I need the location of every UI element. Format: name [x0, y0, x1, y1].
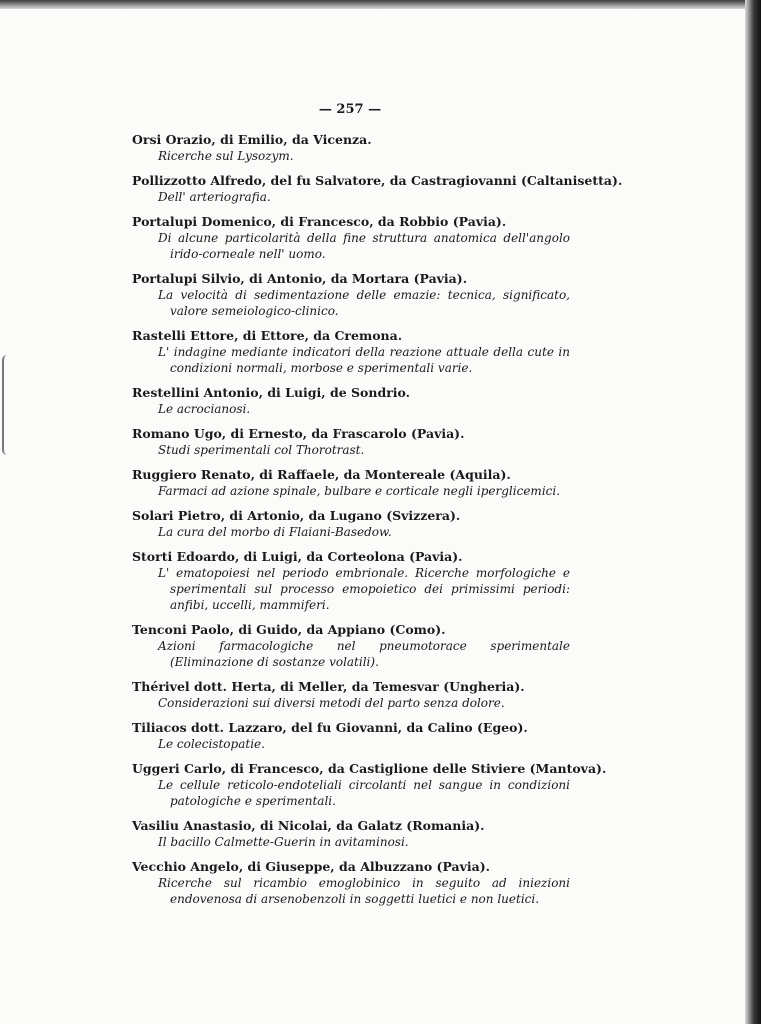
list-item: [132, 508, 570, 540]
entry-title: La velocità di sedimentazione delle emazie: tecnica, significato, valore semeiologico-clinico.: [158, 288, 570, 318]
entry-author: Pollizzotto Alfredo, del fu Salvatore, da Castragiovanni (Caltanisetta).: [132, 173, 623, 188]
entry-author: Portalupi Domenico, di Francesco, da Robbio (Pavia).: [132, 214, 507, 229]
list-item: [132, 859, 570, 907]
entry-title: Le cellule reticolo-endoteliali circolanti nel sangue in condizioni patologiche e sperimentali.: [158, 778, 570, 808]
entry-title: La cura del morbo di Flaiani-Basedow.: [158, 525, 392, 539]
list-item: [132, 132, 570, 164]
entry-author: Storti Edoardo, di Luigi, da Corteolona (Pavia).: [132, 549, 463, 564]
entry-author: Tenconi Paolo, di Guido, da Appiano (Como).: [132, 622, 446, 637]
entry-author: Ruggiero Renato, di Raffaele, da Montereale (Aquila).: [132, 467, 511, 482]
list-item: [132, 214, 570, 262]
entry-title: Farmaci ad azione spinale, bulbare e corticale negli iperglicemici.: [158, 484, 561, 498]
list-item: [132, 549, 570, 613]
entry-title: Il bacillo Calmette-Guerin in avitaminosi.: [158, 835, 409, 849]
entry-author: Vecchio Angelo, di Giuseppe, da Albuzzano (Pavia).: [132, 859, 490, 874]
entry-author: Portalupi Silvio, di Antonio, da Mortara (Pavia).: [132, 271, 468, 286]
entry-title: Le acrocianosi.: [158, 402, 251, 416]
binding-mark: [2, 355, 12, 455]
list-item: [132, 385, 570, 417]
list-item: [132, 761, 607, 809]
entry-title: Azioni farmacologiche nel pneumotorace sperimentale (Eliminazione di sostanze volatili).: [158, 639, 570, 669]
list-item: [132, 818, 570, 850]
entry-author: Solari Pietro, di Artonio, da Lugano (Svizzera).: [132, 508, 461, 523]
list-item: [132, 328, 570, 376]
entry-author: Uggeri Carlo, di Francesco, da Castiglione delle Stiviere (Mantova).: [132, 761, 607, 776]
entry-author: Romano Ugo, di Ernesto, da Frascarolo (Pavia).: [132, 426, 465, 441]
list-item: [132, 426, 570, 458]
entry-title: Ricerche sul Lysozym.: [158, 149, 294, 163]
entry-author: Orsi Orazio, di Emilio, da Vicenza.: [132, 132, 372, 147]
list-item: [132, 173, 623, 205]
scan-top-edge: [0, 0, 761, 9]
entry-author: Thérivel dott. Herta, di Meller, da Temesvar (Ungheria).: [132, 679, 525, 694]
entry-title: L' ematopoiesi nel periodo embrionale. Ricerche morfologiche e sperimentali sul processo emopoietico dei primissimi periodi: anfibi, uccelli, mammiferi.: [158, 566, 570, 612]
entry-title: Di alcune particolarità della fine struttura anatomica dell'angolo irido-corneale nell' uomo.: [158, 231, 570, 261]
entry-author: Vasiliu Anastasio, di Nicolai, da Galatz (Romania).: [132, 818, 485, 833]
list-item: [132, 467, 570, 499]
entry-author: Tiliacos dott. Lazzaro, del fu Giovanni, da Calino (Egeo).: [132, 720, 528, 735]
scan-right-edge: [745, 0, 761, 1024]
entry-title: L' indagine mediante indicatori della reazione attuale della cute in condizioni normali, morbose e sperimentali varie.: [158, 345, 570, 375]
list-item: [132, 622, 570, 670]
entry-author: Rastelli Ettore, di Ettore, da Cremona.: [132, 328, 403, 343]
thesis-list: [132, 132, 623, 916]
entry-title: Dell' arteriografia.: [158, 190, 271, 204]
entry-title: Studi sperimentali col Thorotrast.: [158, 443, 365, 457]
page-number: — 257 —: [318, 102, 382, 117]
list-item: [132, 679, 570, 711]
entry-title: Ricerche sul ricambio emoglobinico in seguito ad iniezioni endovenosa di arsenobenzoli in soggetti luetici e non luetici.: [158, 876, 570, 906]
entry-title: Le colecistopatie.: [158, 737, 265, 751]
entry-title: Considerazioni sui diversi metodi del parto senza dolore.: [158, 696, 505, 710]
entry-author: Restellini Antonio, di Luigi, de Sondrio.: [132, 385, 411, 400]
list-item: [132, 271, 570, 319]
list-item: [132, 720, 570, 752]
